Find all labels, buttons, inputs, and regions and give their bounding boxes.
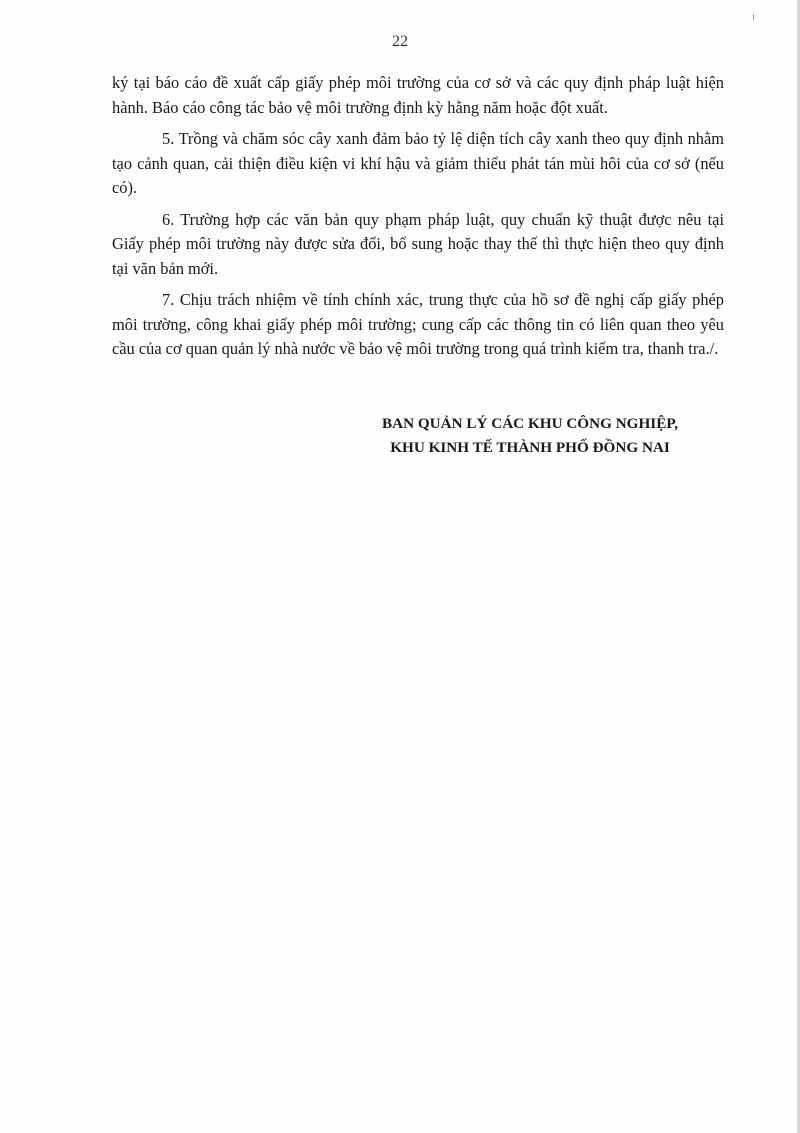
signature-line-1: BAN QUẢN LÝ CÁC KHU CÔNG NGHIỆP, — [381, 415, 679, 432]
signature-line-2: KHU KINH TẾ THÀNH PHỐ ĐỒNG NAI — [390, 439, 670, 456]
paragraph-item-5: 5. Trồng và chăm sóc cây xanh đảm bảo tỷ lệ diện tích cây xanh theo quy định nhằm tạo cảnh quan, cải thiện điều kiện vi khí hậu và giảm thiểu phát tán mùi hôi của cơ sở (nếu có). — [112, 129, 724, 197]
document-body — [112, 71, 724, 369]
scan-mark — [753, 14, 754, 20]
signature-block — [330, 412, 730, 460]
paragraph-item-6: 6. Trường hợp các văn bản quy phạm pháp luật, quy chuẩn kỹ thuật được nêu tại Giấy phép môi trường này được sửa đổi, bổ sung hoặc thay thế thì thực hiện theo quy định tại văn bản mới. — [112, 209, 724, 278]
paragraph-continuation: ký tại báo cáo đề xuất cấp giấy phép môi trường của cơ sở và các quy định pháp luật hiện hành. Báo cáo công tác bảo vệ môi trường định kỳ hằng năm hoặc đột xuất. — [112, 73, 724, 117]
paragraph-item-7: 7. Chịu trách nhiệm về tính chính xác, trung thực của hồ sơ đề nghị cấp giấy phép môi trường, công khai giấy phép môi trường; cung cấp các thông tin có liên quan theo yêu cầu của cơ quan quản lý nhà nước về bảo vệ môi trường trong quá trình kiểm tra, thanh tra./. — [112, 290, 724, 358]
page-number: 22 — [392, 33, 408, 50]
